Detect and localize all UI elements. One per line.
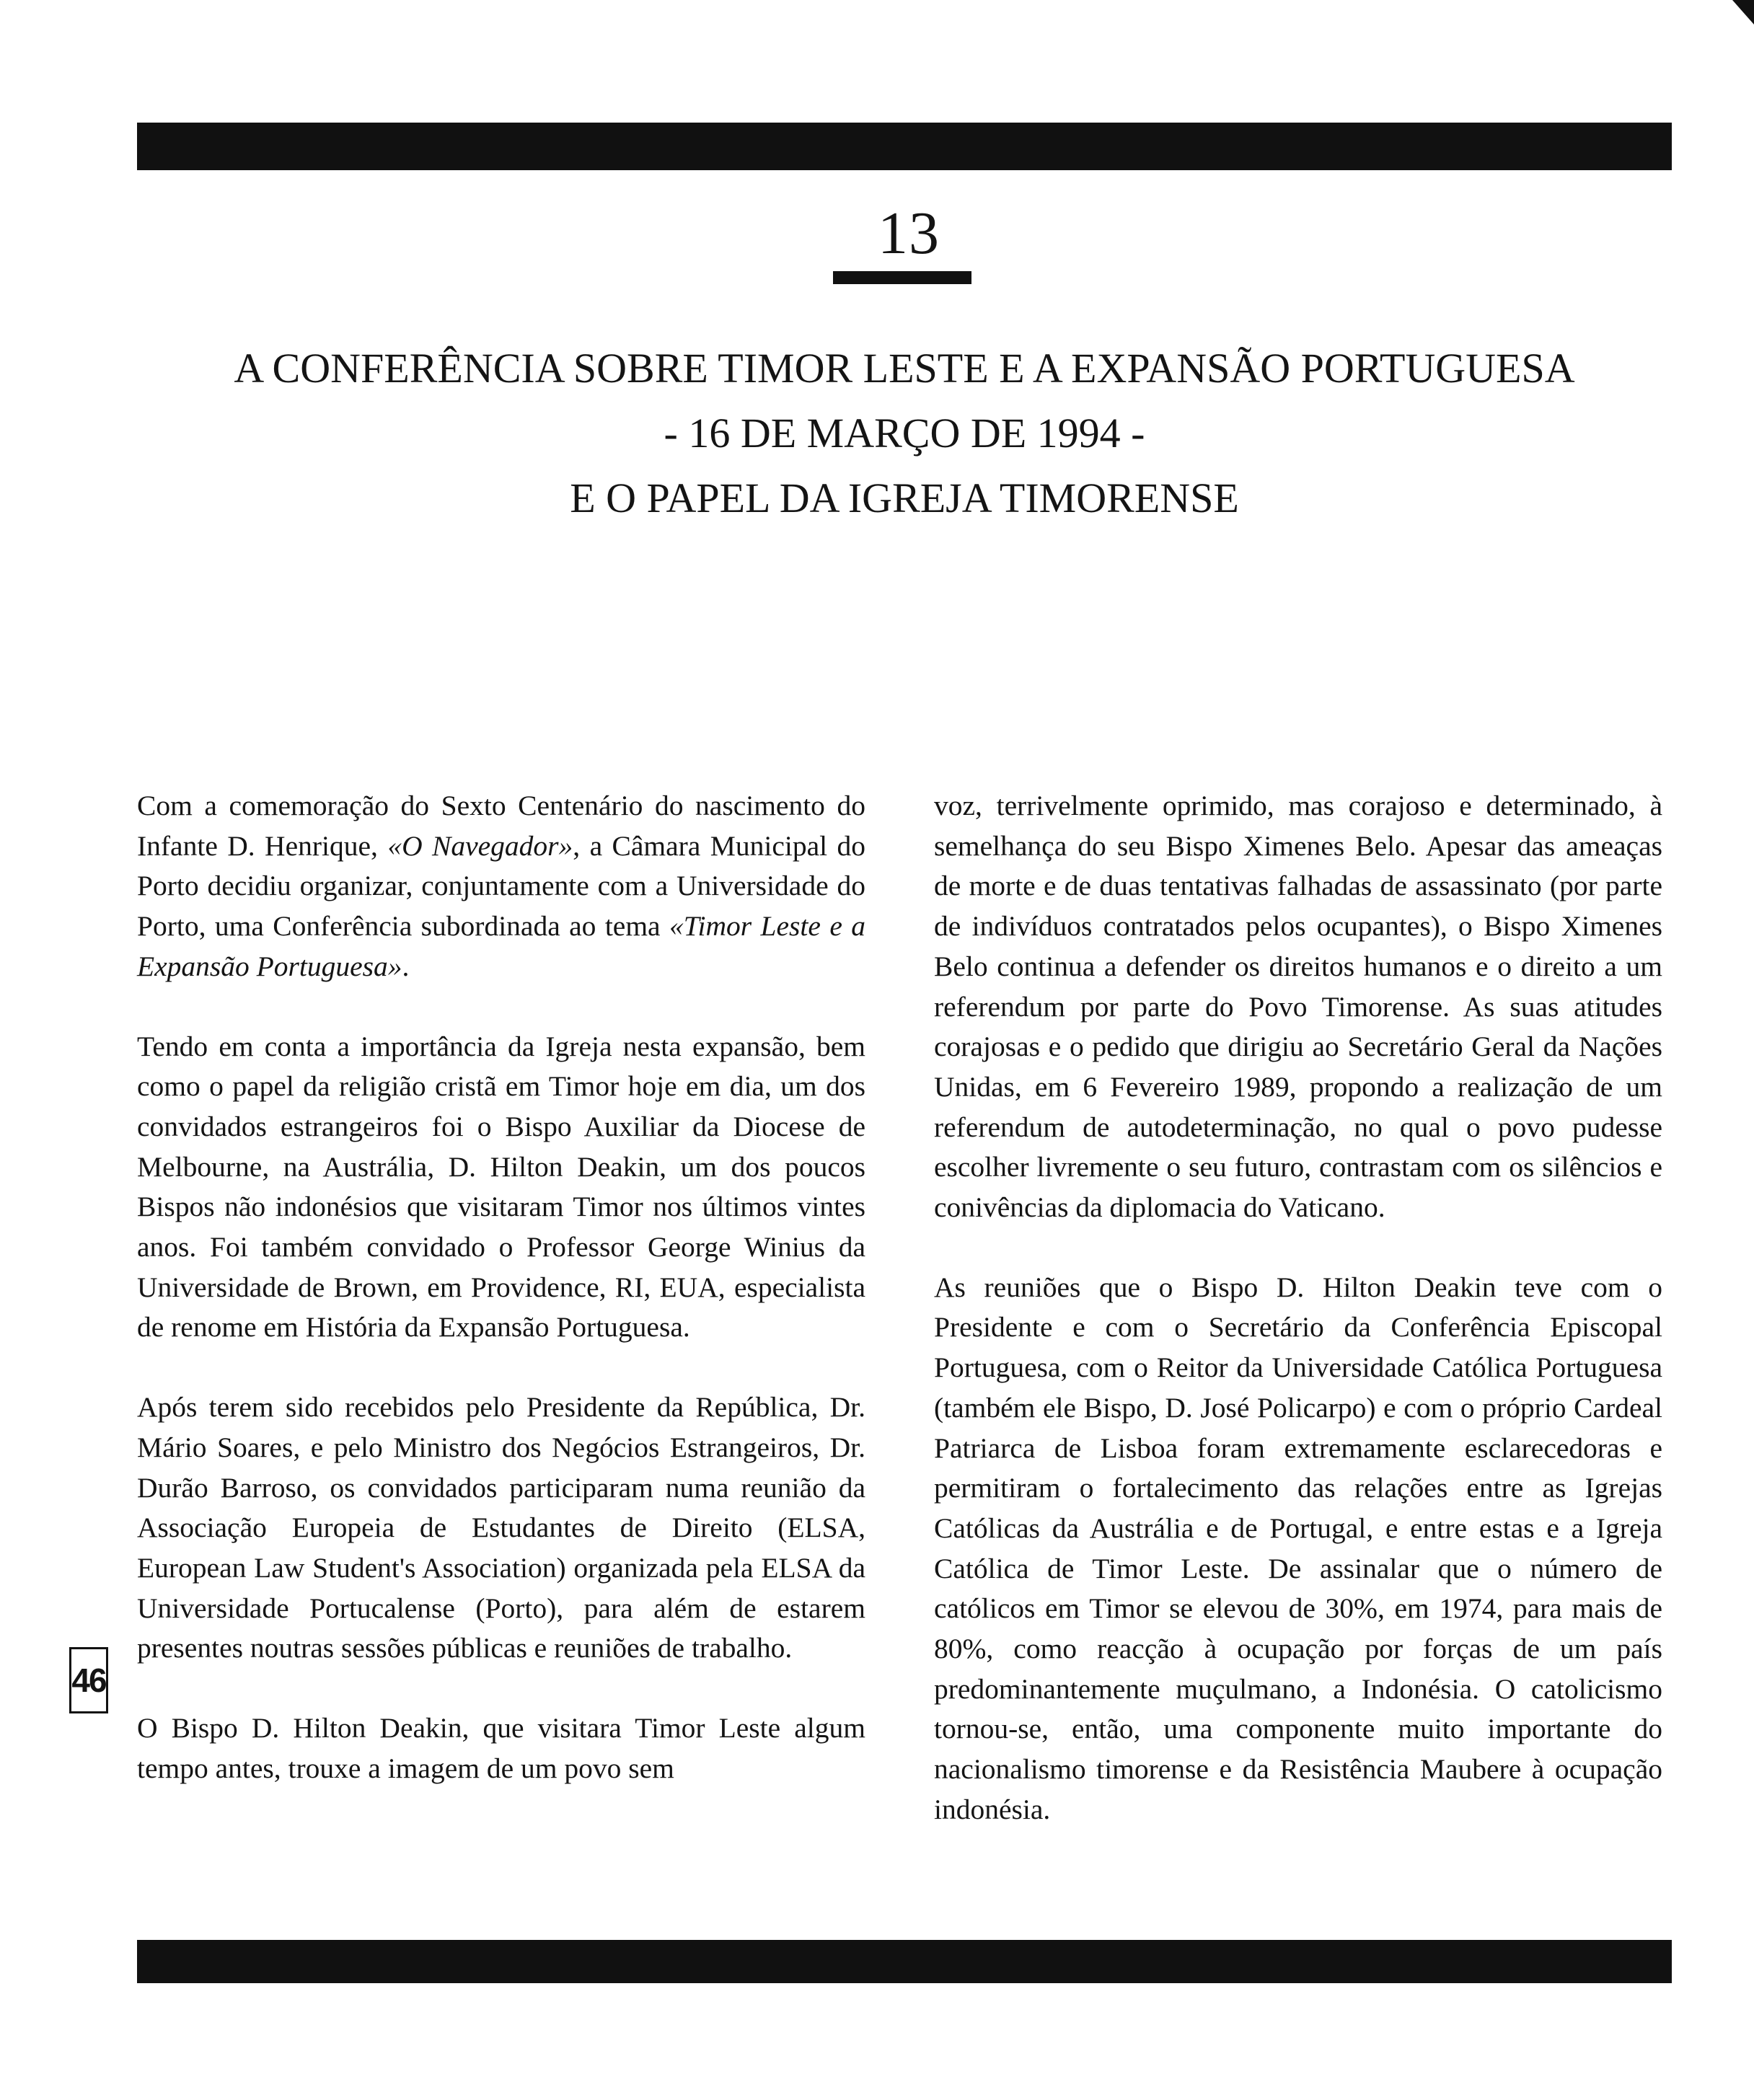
page-number: 46 [69,1647,108,1713]
bottom-decorative-bar [137,1940,1672,1983]
title-line-2: - 16 DE MARÇO DE 1994 - [664,410,1145,456]
corner-mark [1732,0,1754,25]
paragraph: Após terem sido recebidos pelo Presidente da República, Dr. Mário Soares, e pelo Ministro dos Negócios Estrangeiros, Dr. Durão Barroso, os convidados participaram numa reunião da Associação Europeia de Estudantes de Direito (ELSA, European Law Student's Association) organizada pela ELSA da Universidade Portucalense (Porto), para além de estarem presentes noutras sessões públicas e reuniões de trabalho. [137,1391,865,1664]
title-line-3: E O PAPEL DA IGREJA TIMORENSE [570,475,1239,521]
quoted-nickname: «O Navegador» [387,829,573,862]
right-text-column [934,786,1662,1830]
left-text-column [137,786,865,1788]
paragraph: voz, terrivelmente oprimido, mas corajoso e determinado, à semelhança do seu Bispo Ximenes Belo. Apesar das ameaças de morte e de duas tentativas falhadas de assassinato (por parte de indivíduos contratados pelos ocupantes), o Bispo Ximenes Belo continua a defender os direitos humanos e o direito a um referendum por parte do Povo Timorense. As suas atitudes corajosas e o pedido que dirigiu ao Secretário Geral da Nações Unidas, em 6 Fevereiro 1989, propondo a realização de um referendum de autodeterminação, no qual o povo pudesse escolher livremente o seu futuro, contrastam com os silêncios e conivências da diplomacia do Vaticano. [934,790,1662,1224]
paragraph: Tendo em conta a importância da Igreja nesta expansão, bem como o papel da religião cristã em Timor hoje em dia, um dos convidados estrangeiros foi o Bispo Auxiliar da Diocese de Melbourne, na Austrália, D. Hilton Deakin, um dos poucos Bispos não indonésios que visitaram Timor nos últimos vintes anos. Foi também convidado o Professor George Winius da Universidade de Brown, em Providence, RI, EUA, especialista de renome em História da Expansão Portuguesa. [137,1030,865,1344]
paragraph: As reuniões que o Bispo D. Hilton Deakin teve com o Presidente e com o Secretário da Conferência Episcopal Portuguesa, com o Reitor da Universidade Católica Portuguesa (também ele Bispo, D. José Policarpo) e com o próprio Cardeal Patriarca de Lisboa foram extremamente esclarecedoras e permitiram o fortalecimento das relações entre as Igrejas Católicas da Austrália e de Portugal, e entre estas e a Igreja Católica de Timor Leste. De assinalar que o número de católicos em Timor se elevou de 30%, em 1974, para mais de 80%, como reacção à ocupação por forças de um país predominantemente muçulmano, a Indonésia. O catolicismo tornou-se, então, uma componente muito importante do nacionalismo timorense e da Resistência Maubere à ocupação indonésia. [934,1271,1662,1825]
chapter-title [137,336,1672,531]
top-decorative-bar [137,123,1672,170]
title-line-1: A CONFERÊNCIA SOBRE TIMOR LESTE E A EXPANSÃO PORTUGUESA [234,345,1575,392]
chapter-number-underline [833,271,971,284]
paragraph: O Bispo D. Hilton Deakin, que visitara Timor Leste algum tempo antes, trouxe a imagem de um povo sem [137,1712,865,1784]
paragraph: Com a comemoração do Sexto Centenário do nascimento do Infante D. Henrique, «O Navegador», a Câmara Municipal do Porto decidiu organizar, conjuntamente com a Universidade do Porto, uma Conferência subordinada ao tema «Timor Leste e a Expansão Portuguesa». [137,790,865,982]
chapter-number: 13 [878,200,940,267]
conference-theme: «Timor Leste e a Expansão Portuguesa» [137,910,865,982]
